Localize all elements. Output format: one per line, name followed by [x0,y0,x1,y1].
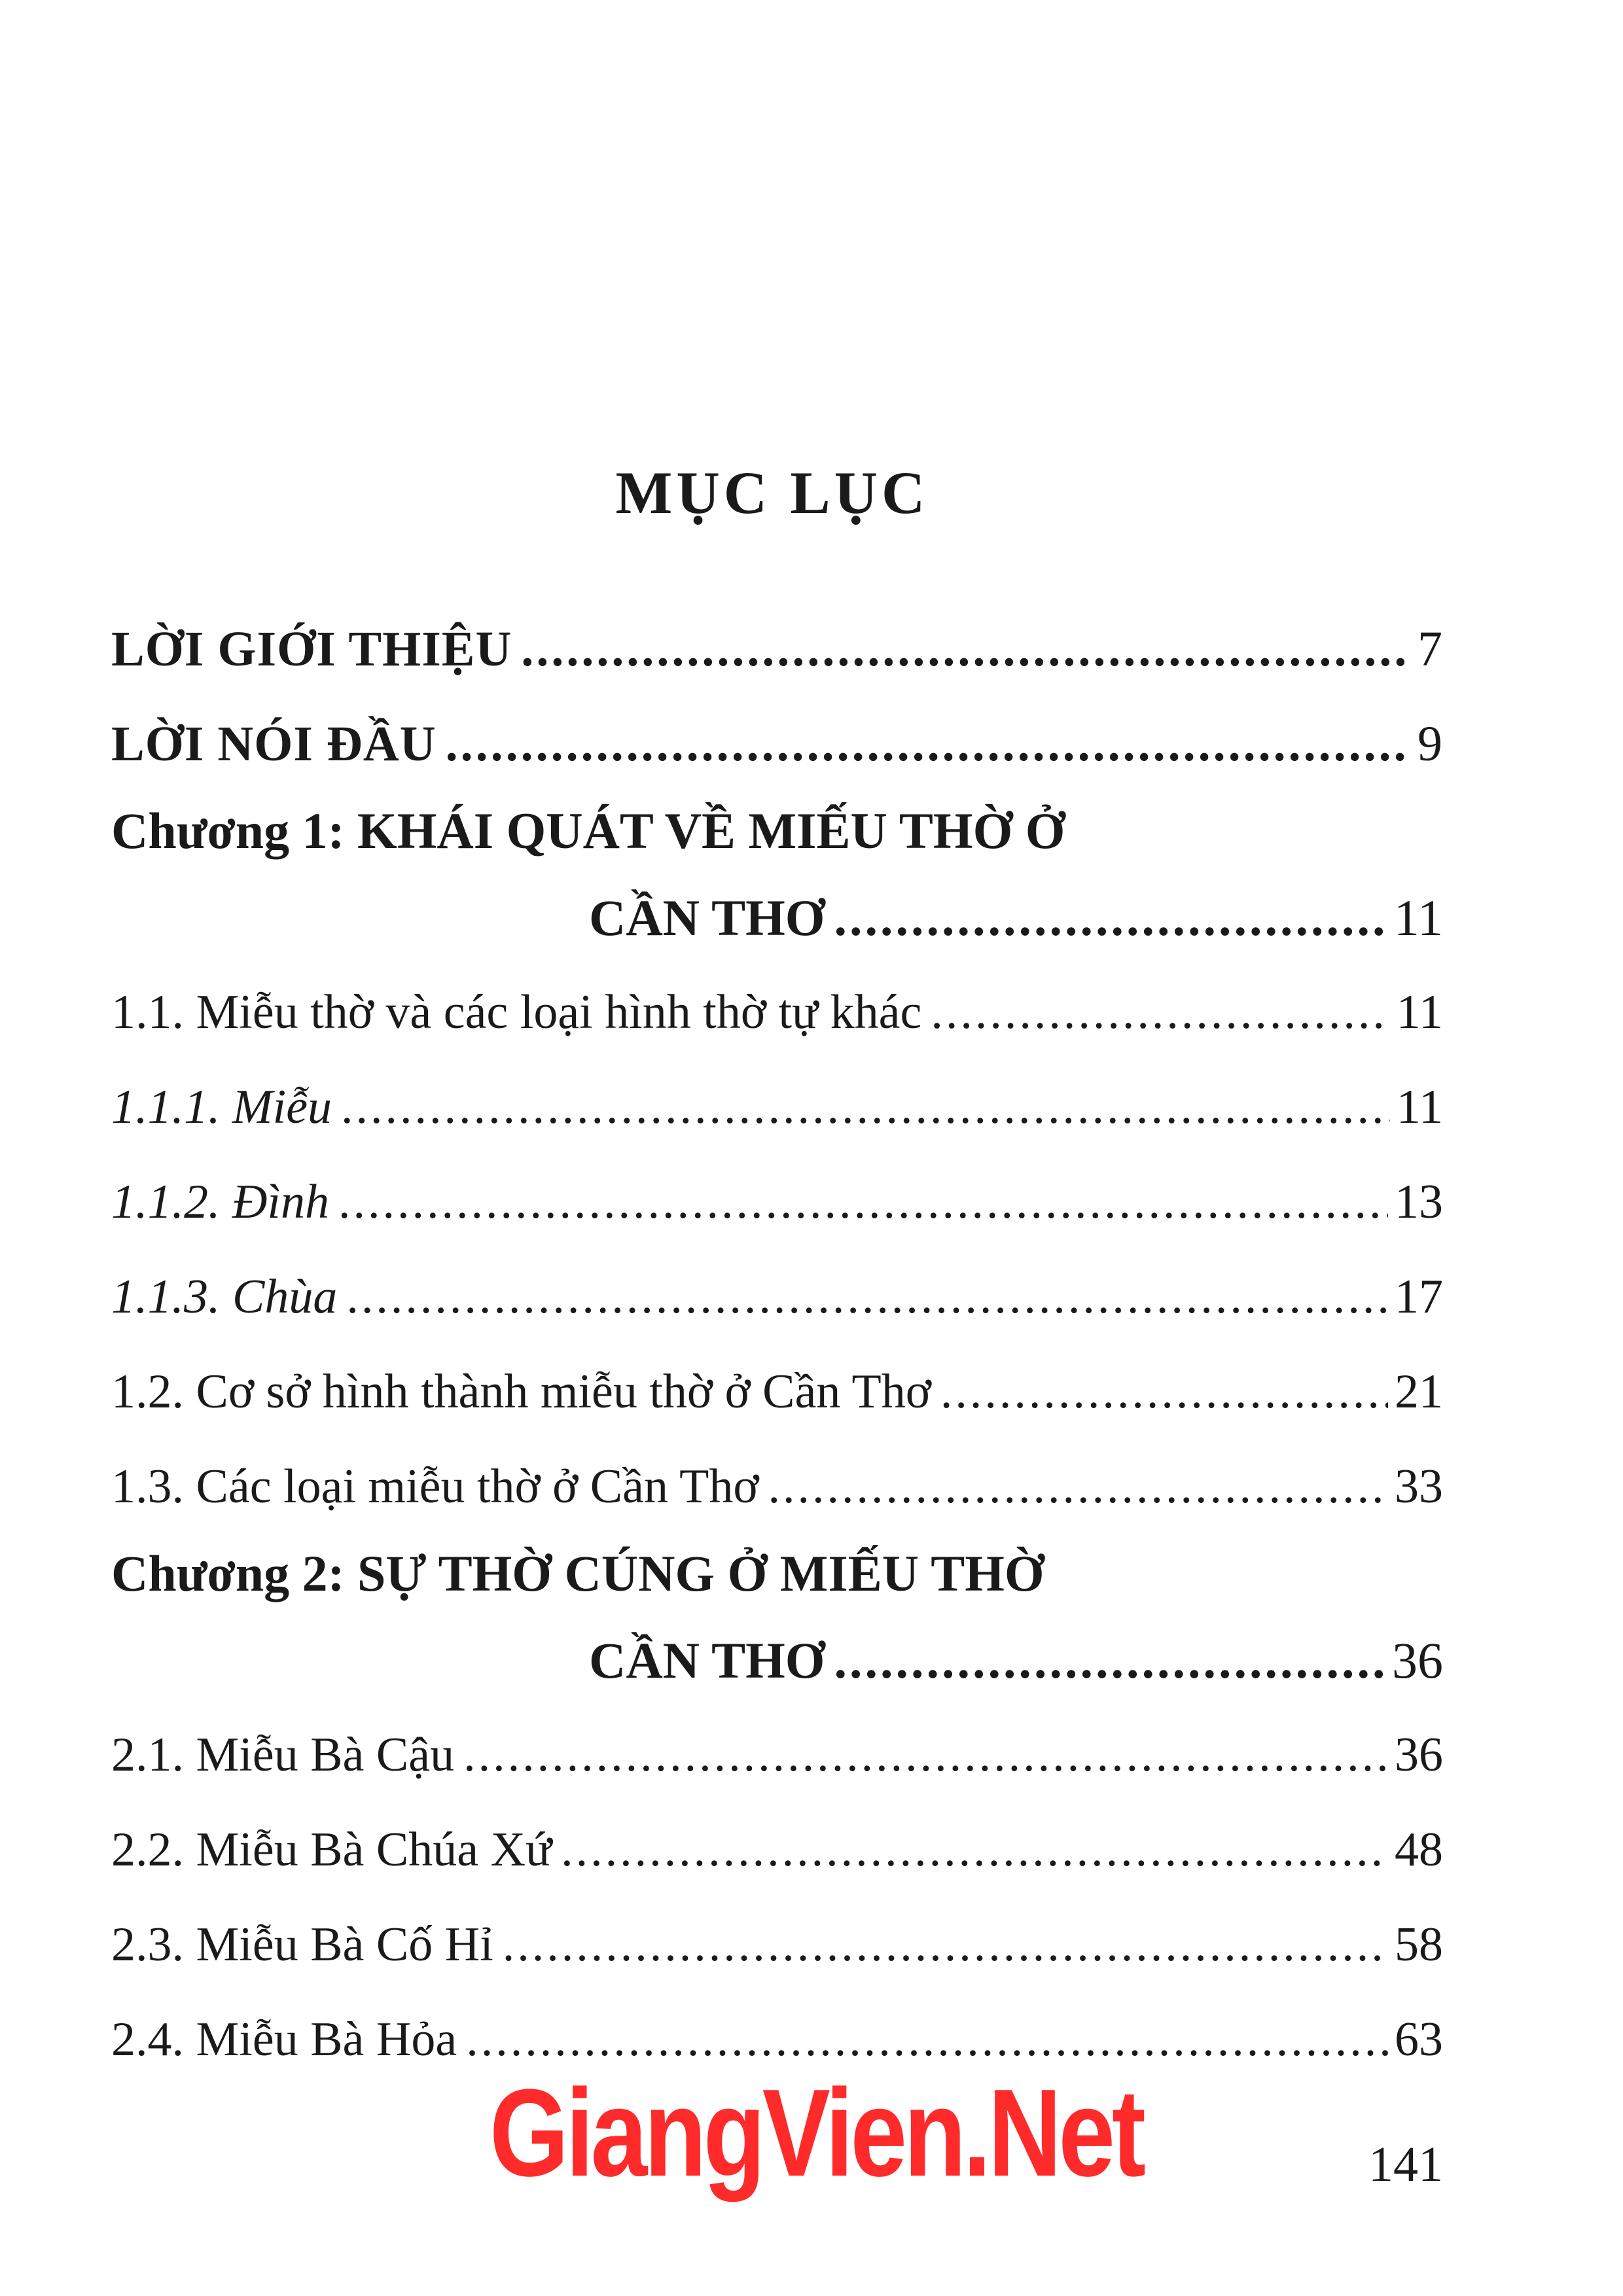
toc-dot-leader [931,965,1389,1060]
toc-dot-leader [940,1345,1388,1439]
toc-entry-label: CẦN THƠ [589,1632,825,1689]
toc-entry-label: 2.1. Miễu Bà Cậu [111,1728,455,1782]
toc-dot-leader [521,602,1411,697]
toc-entry-label: 1.1.2. Đình [111,1175,329,1229]
toc-entry-1-1[interactable] [111,965,1443,1060]
toc-page-number: 17 [1395,1270,1443,1324]
toc-page-number: 11 [1396,1080,1443,1134]
toc-dot-leader [834,1613,1385,1708]
toc-dot-leader [338,1155,1388,1250]
toc-dot-leader [463,1708,1388,1803]
toc-dot-leader [503,1898,1388,1992]
page-number: 141 [1368,2137,1443,2192]
toc-dot-leader [768,1439,1389,1534]
toc-page-number: 7 [1418,622,1443,677]
toc-entry-1-3[interactable] [111,1439,1443,1534]
toc-page-number: 11 [1396,985,1443,1039]
toc-page-number: 33 [1395,1460,1443,1513]
watermark-text: GiangVien.Net [490,2064,1143,2202]
toc-entry-2-3[interactable] [111,1898,1443,1992]
toc-page-number: 13 [1395,1175,1443,1229]
toc-entry-label: LỜI GIỚI THIỆU [111,622,512,677]
toc-dot-leader [341,1060,1390,1155]
toc-entry-1-2[interactable] [111,1345,1443,1439]
toc-page-number: 36 [1392,1632,1443,1689]
toc-dot-leader [834,870,1387,965]
toc-entry-2-1[interactable] [111,1708,1443,1803]
toc-entry-label: 2.4. Miễu Bà Hỏa [111,2013,457,2066]
toc-entry-preface[interactable] [111,697,1443,792]
toc-page-number: 58 [1395,1918,1443,1971]
toc-dot-leader [446,697,1411,792]
toc-page-number: 11 [1393,889,1443,946]
toc-chapter-1-heading[interactable]: Chương 1: KHÁI QUÁT VỀ MIẾU THỜ Ở [111,802,1065,859]
toc-dot-leader [346,1250,1388,1345]
toc-entry-label: 1.3. Các loại miễu thờ ở Cần Thơ [111,1460,759,1513]
toc-entry-2-2[interactable] [111,1803,1443,1898]
toc-entry-introduction[interactable] [111,602,1443,697]
toc-page-number: 9 [1418,716,1443,771]
toc-entry-1-1-3[interactable] [111,1250,1443,1345]
toc-entry-label: 1.1.1. Miễu [111,1080,332,1134]
toc-entry-label: 2.2. Miễu Bà Chúa Xứ [111,1823,552,1877]
toc-entry-label: 1.2. Cơ sở hình thành miễu thờ ở Cần Thơ [111,1365,931,1419]
toc-entry-label: 2.3. Miễu Bà Cố Hỉ [111,1918,493,1971]
toc-entry-label: 1.1. Miễu thờ và các loại hình thờ tự khác [111,985,922,1039]
page-title: MỤC LỤC [615,459,929,526]
toc-chapter-1-entry[interactable] [111,870,1443,965]
toc-page-number: 63 [1395,2013,1443,2066]
toc-entry-label: LỜI NÓI ĐẦU [111,716,437,771]
toc-entry-1-1-1[interactable] [111,1060,1443,1155]
toc-page-number: 21 [1395,1365,1443,1419]
toc-page-number: 36 [1395,1728,1443,1782]
table-of-contents [111,602,1443,2087]
toc-chapter-2-entry[interactable] [111,1613,1443,1708]
toc-entry-label: CẦN THƠ [589,889,825,946]
toc-entry-1-1-2[interactable] [111,1155,1443,1250]
toc-dot-leader [561,1803,1388,1898]
toc-page-number: 48 [1395,1823,1443,1877]
toc-chapter-2-heading[interactable]: Chương 2: SỰ THỜ CÚNG Ở MIẾU THỜ [111,1545,1044,1602]
toc-entry-label: 1.1.3. Chùa [111,1270,338,1324]
